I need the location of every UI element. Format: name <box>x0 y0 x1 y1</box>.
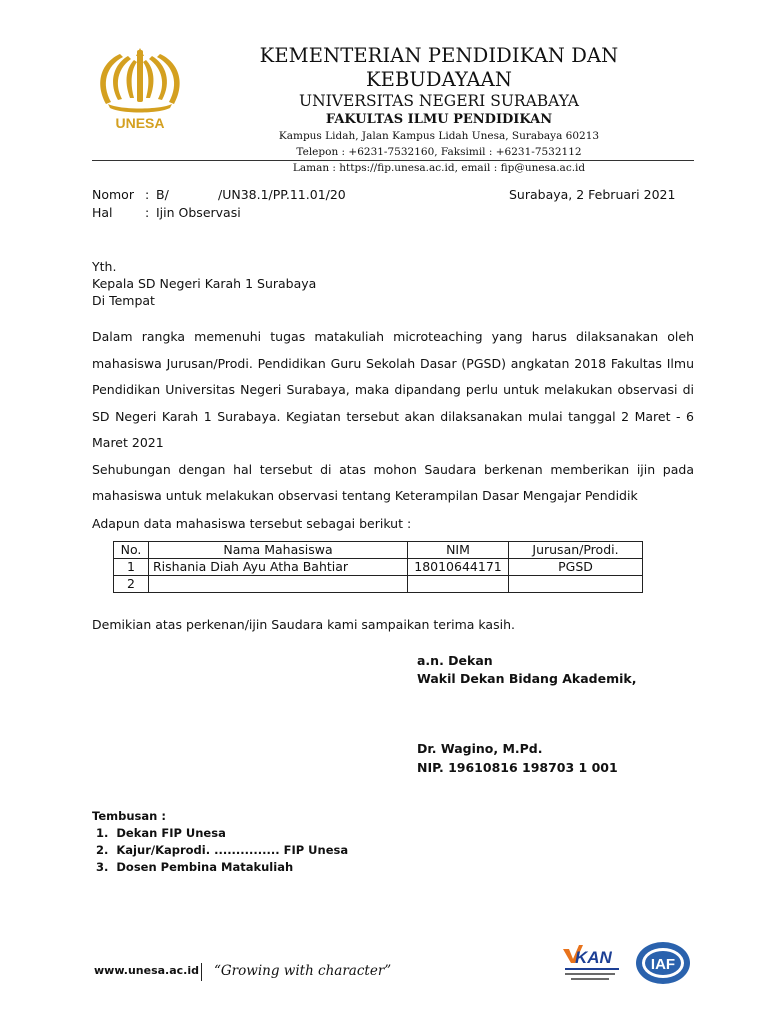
student-table <box>113 541 643 593</box>
recipient-name: Kepala SD Negeri Karah 1 Surabaya <box>92 276 317 291</box>
table-row <box>114 559 643 576</box>
cell-name <box>149 576 408 593</box>
table-header-row <box>114 542 643 559</box>
signature-title: Wakil Dekan Bidang Akademik, <box>417 671 637 686</box>
letterhead-divider <box>92 160 694 161</box>
nomor-code: /UN38.1/PP.11.01/20 <box>218 187 346 202</box>
svg-text:KAN: KAN <box>575 948 612 967</box>
signature-nip: NIP. 19610816 198703 1 001 <box>417 760 618 775</box>
signature-an: a.n. Dekan <box>417 653 493 668</box>
website-email: Laman : https://fip.unesa.ac.id, email : fip@unesa.ac.id <box>292 162 586 174</box>
letterhead <box>196 44 682 176</box>
cell-no: 1 <box>114 559 149 576</box>
tembusan-item: 3. Dosen Pembina Matakuliah <box>96 860 294 874</box>
cell-no: 2 <box>114 576 149 593</box>
hal-sep: : <box>145 205 150 220</box>
col-prodi: Jurusan/Prodi. <box>509 542 643 559</box>
unesa-logo <box>90 46 190 132</box>
col-name: Nama Mahasiswa <box>149 542 408 559</box>
logo-text: UNESA <box>115 115 165 131</box>
footer-separator <box>201 963 202 981</box>
footer-url: www.unesa.ac.id <box>94 964 199 977</box>
hal-value: Ijin Observasi <box>156 205 241 220</box>
phone-fax: Telepon : +6231-7532160, Faksimil : +6231-7532112 <box>296 146 582 158</box>
svg-text:IAF: IAF <box>650 956 676 973</box>
tembusan-item: 1. Dekan FIP Unesa <box>96 826 226 840</box>
cell-prodi <box>509 576 643 593</box>
cell-nim: 18010644171 <box>408 559 509 576</box>
hal-label: Hal <box>92 205 113 220</box>
university-name: UNIVERSITAS NEGERI SURABAYA <box>299 92 579 110</box>
tembusan-item: 2. Kajur/Kaprodi. ............... FIP Unesa <box>96 843 349 857</box>
cell-name: Rishania Diah Ayu Atha Bahtiar <box>149 559 408 576</box>
recipient-place: Di Tempat <box>92 293 155 308</box>
recipient-salutation: Yth. <box>92 259 117 274</box>
body-paragraph-2: Sehubungan dengan hal tersebut di atas mohon Saudara berkenan memberikan ijin pada mahasiswa untuk melakukan observasi tentang Keterampilan Dasar Mengajar Pendidik <box>92 462 694 503</box>
tembusan-title: Tembusan : <box>92 809 166 823</box>
closing-sentence: Demikian atas perkenan/ijin Saudara kami sampaikan terima kasih. <box>92 617 515 632</box>
footer-tagline: “Growing with character” <box>214 963 392 979</box>
cell-nim <box>408 576 509 593</box>
col-no: No. <box>114 542 149 559</box>
iaf-logo <box>634 940 692 986</box>
address: Kampus Lidah, Jalan Kampus Lidah Unesa, Surabaya 60213 <box>278 130 600 142</box>
signature-name: Dr. Wagino, M.Pd. <box>417 741 543 756</box>
nomor-sep: : <box>145 187 150 202</box>
body-paragraph-1: Dalam rangka memenuhi tugas matakuliah microteaching yang harus dilaksanakan oleh mahasiswa Jurusan/Prodi. Pendidikan Guru Sekolah Dasar (PGSD) angkatan 2018 Fakultas Ilmu Pendidikan Universitas Negeri Surabaya, maka dipandang perlu untuk melakukan observasi di SD Negeri Karah 1 Surabaya. Kegiatan tersebut akan dilaksanakan mulai tanggal 2 Maret - 6 Maret 2021 <box>92 329 694 450</box>
faculty-name: FAKULTAS ILMU PENDIDIKAN <box>325 112 553 127</box>
place-date: Surabaya, 2 Februari 2021 <box>509 187 676 202</box>
nomor-label: Nomor <box>92 187 134 202</box>
body-paragraph-3: Adapun data mahasiswa tersebut sebagai berikut : <box>92 516 412 531</box>
kan-logo <box>561 943 623 987</box>
ministry-name: KEMENTERIAN PENDIDIKAN DAN KEBUDAYAAN <box>259 44 619 91</box>
table-row <box>114 576 643 593</box>
nomor-value: B/ <box>156 187 169 202</box>
cell-prodi: PGSD <box>509 559 643 576</box>
col-nim: NIM <box>408 542 509 559</box>
